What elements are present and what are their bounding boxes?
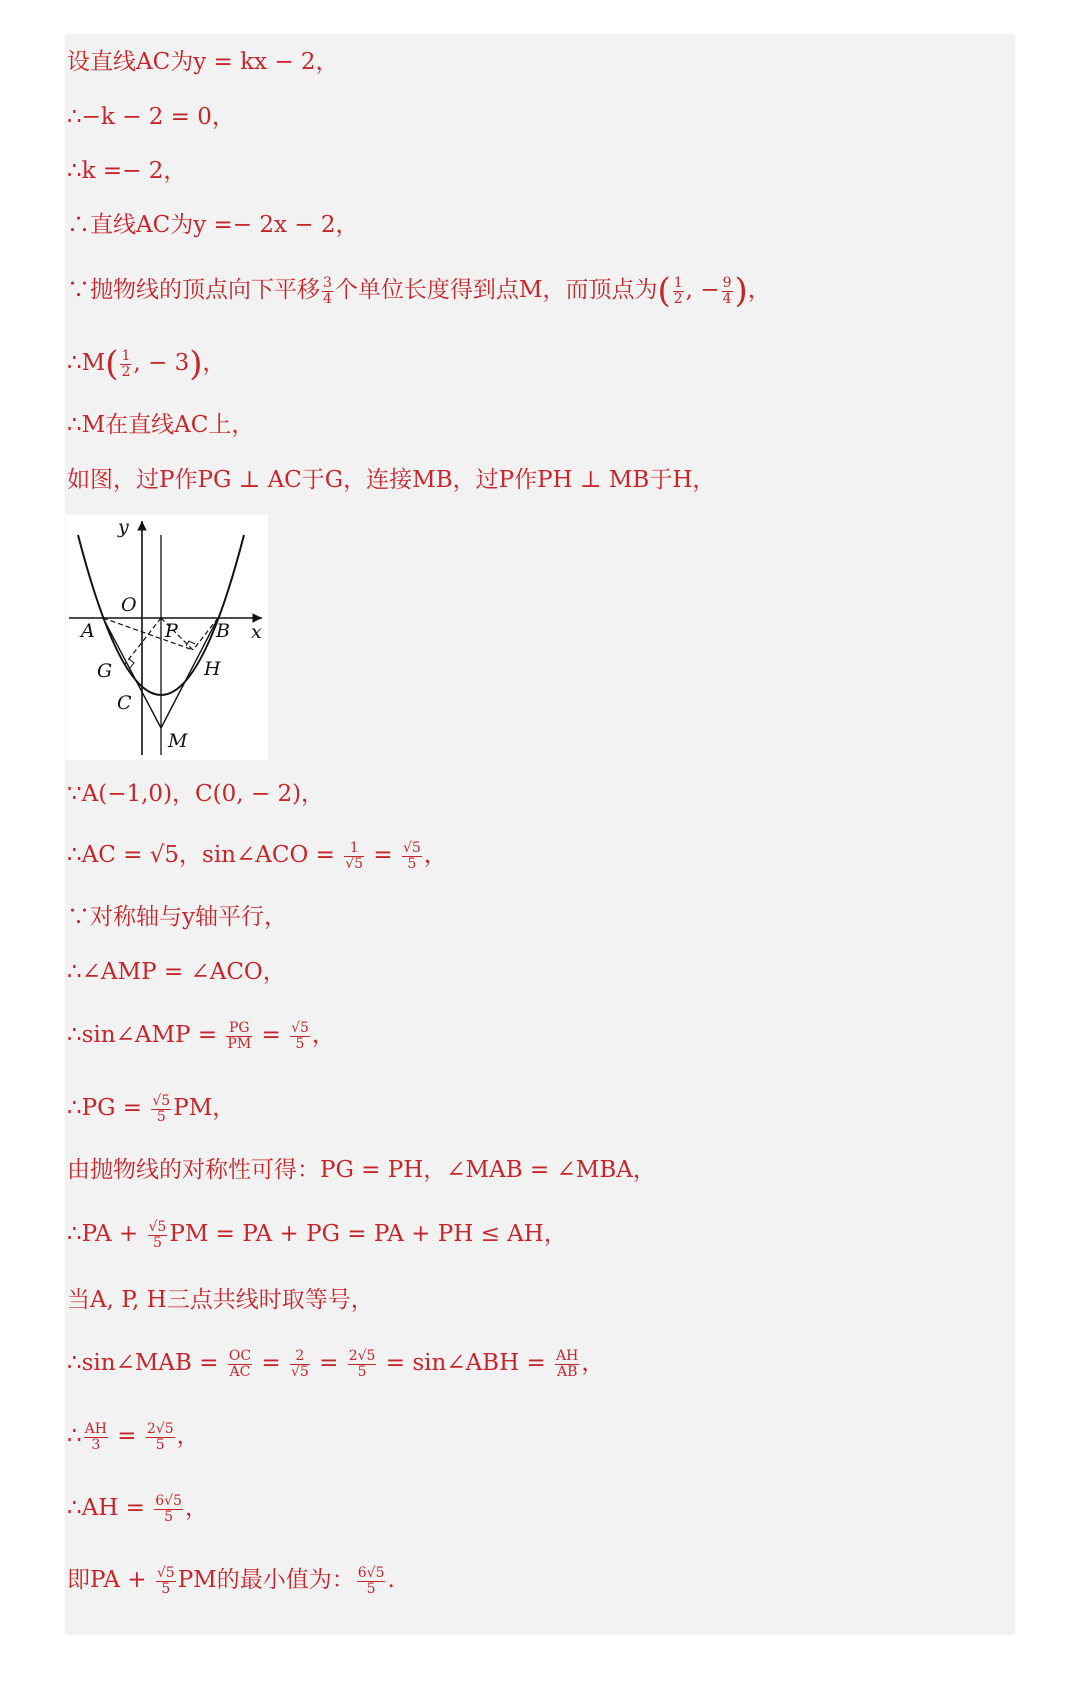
label-C: C xyxy=(117,692,132,714)
line-3: ∴k =− 2， xyxy=(67,158,187,184)
fraction: $\frac{9}{4}$ xyxy=(722,274,732,307)
line-BH xyxy=(193,618,218,650)
fraction: $\frac{PG}{PM}$ xyxy=(227,1019,252,1052)
parabola-figure xyxy=(66,515,268,760)
fraction: $\frac{OC}{AC}$ xyxy=(228,1347,252,1380)
line-21: 即PA + $\frac{√5}{5}$ PM的最小值为： $\frac{6√5}{5}$ . xyxy=(67,1564,395,1597)
line-17: 当A, P, H三点共线时取等号， xyxy=(67,1287,374,1313)
label-H: H xyxy=(204,658,221,680)
fraction: $\frac{√5}{5}$ xyxy=(402,839,421,872)
fraction: $\frac{2√5}{5}$ xyxy=(146,1420,174,1453)
line-5: ∵抛物线的顶点向下平移 $\frac{3}{4}$ 个单位长度得到点M，而顶点为( $\frac{1}{2}$ , − $\frac{9}{4}$ )， xyxy=(67,271,771,311)
fraction: $\frac{√5}{5}$ xyxy=(291,1019,309,1052)
fraction: $\frac{6√5}{5}$ xyxy=(357,1564,385,1597)
line-10: ∴AC = √5，sin∠ACO = $\frac{1}{√5}$ = $\frac{√5}{5}$ ， xyxy=(67,839,447,872)
fraction: $\frac{√5}{5}$ xyxy=(148,1218,167,1251)
line-12: ∴∠AMP = ∠ACO， xyxy=(67,959,286,985)
fraction: $\frac{AH}{AB}$ xyxy=(556,1347,579,1380)
line-19: ∴ $\frac{AH}{3}$ = $\frac{2√5}{5}$ ， xyxy=(67,1420,200,1453)
fraction: $\frac{3}{4}$ xyxy=(323,274,332,307)
line-8: 如图，过P作PG ⊥ AC于G，连接MB，过P作PH ⊥ MB于H， xyxy=(67,467,716,493)
line-1: 设直线AC为y = kx − 2， xyxy=(67,49,339,75)
line-9: ∵A(−1,0)，C(0, − 2)， xyxy=(67,781,325,807)
fraction: $\frac{2}{√5}$ xyxy=(290,1347,309,1380)
line-16: ∴PA + $\frac{√5}{5}$ PM = PA + PG = PA + PH ≤ AH， xyxy=(67,1218,567,1251)
fraction: $\frac{√5}{5}$ xyxy=(152,1092,171,1125)
label-x: x xyxy=(251,621,262,643)
label-P: P xyxy=(165,620,178,642)
label-A: A xyxy=(81,620,95,642)
fraction: $\frac{6√5}{5}$ xyxy=(155,1492,182,1525)
fraction: $\frac{AH}{3}$ xyxy=(84,1420,107,1453)
label-M: M xyxy=(168,730,188,752)
fraction: $\frac{1}{√5}$ xyxy=(345,839,364,872)
line-20: ∴AH = $\frac{6√5}{5}$ ， xyxy=(67,1492,208,1525)
label-y: y xyxy=(118,516,129,538)
right-angle-G xyxy=(129,659,134,668)
fraction: $\frac{2√5}{5}$ xyxy=(348,1347,376,1380)
label-G: G xyxy=(97,660,113,682)
line-PG xyxy=(125,618,161,664)
parabola-diagram xyxy=(66,515,268,760)
fraction: $\frac{√5}{5}$ xyxy=(156,1564,175,1597)
line-13: ∴sin∠AMP = $\frac{PG}{PM}$ = $\frac{√5}{5}$ ， xyxy=(67,1019,335,1052)
right-angle-H xyxy=(186,641,195,646)
line-18: ∴sin∠MAB = $\frac{OC}{AC}$ = $\frac{2}{√5}$ = $\frac{2√5}{5}$ = sin∠ABH = $\frac{AH}{AB}$ ， xyxy=(67,1347,605,1380)
fraction: $\frac{1}{2}$ xyxy=(673,274,683,307)
line-14: ∴PG = $\frac{√5}{5}$ PM， xyxy=(67,1092,236,1125)
fraction: $\frac{1}{2}$ xyxy=(121,347,131,380)
line-7: ∴M在直线AC上， xyxy=(67,412,255,438)
line-6: ∴M( $\frac{1}{2}$ , − 3)， xyxy=(67,344,226,384)
label-O: O xyxy=(121,594,137,616)
line-4: ∴直线AC为y =− 2x − 2， xyxy=(67,212,359,238)
line-11: ∵对称轴与y轴平行， xyxy=(67,904,287,930)
label-B: B xyxy=(216,620,230,642)
line-15: 由抛物线的对称性可得：PG = PH，∠MAB = ∠MBA， xyxy=(67,1157,656,1183)
line-2: ∴−k − 2 = 0， xyxy=(67,104,235,130)
